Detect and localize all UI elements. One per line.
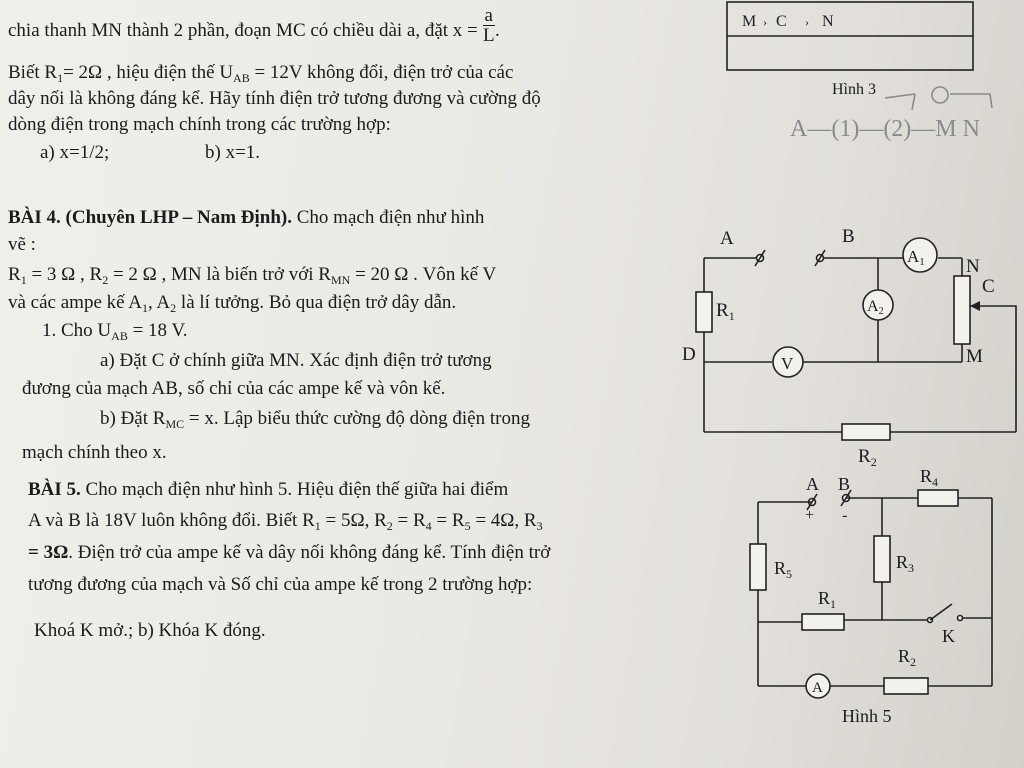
svg-text:R1: $R_1$ bbox=[818, 588, 837, 611]
svg-text:+: + bbox=[805, 507, 815, 524]
bai5-line-5: Khoá K mở.; b) Khóa K đóng. bbox=[34, 620, 266, 641]
svg-text:R3: $R_3$ bbox=[896, 552, 915, 575]
bai4-qb-1: b) Đặt $R_{MC} = x$. Lập biểu thức cường độ dòng điện trong bbox=[100, 408, 530, 431]
svg-text:R4: $R_4$ bbox=[920, 466, 939, 489]
svg-text:-: - bbox=[842, 507, 848, 524]
resistor-R3 bbox=[874, 536, 890, 582]
svg-text:N: N bbox=[966, 256, 980, 277]
svg-text:A: A bbox=[720, 228, 734, 249]
bai5-line-2: A và B là 18V luôn không đổi. Biết $R_1 = 5\Omega$, $R_2 = R_4 = R_5 = 4\Omega$, $R_3$ bbox=[28, 510, 543, 533]
prev-line-4: dòng điện trong mạch chính trong các trường hợp: bbox=[8, 114, 391, 135]
fig3-label-N: N bbox=[822, 13, 834, 30]
prev-line-1: chia thanh MN thành 2 phần, đoạn MC có chiều dài a, đặt x = $\frac{a}{L}$ . bbox=[8, 5, 500, 46]
svg-text:B: B bbox=[838, 474, 851, 494]
svg-text:›: › bbox=[763, 15, 767, 29]
svg-text:K: K bbox=[942, 626, 955, 646]
svg-text:V: V bbox=[781, 354, 794, 373]
bai4-qb-2: mạch chính theo x. bbox=[22, 442, 167, 463]
svg-text:R2: $R_2$ bbox=[898, 646, 917, 669]
bai4-qa-2: đương của mạch AB, số chỉ của các ampe kế và vôn kế. bbox=[22, 378, 446, 399]
svg-text:A2: A2 bbox=[867, 298, 884, 317]
bai4-given: $R_1 = 3$ Ω , $R_2 = 2$ Ω , MN là biến trở với $R_{MN} = 20$ Ω . Vôn kế V bbox=[8, 264, 497, 287]
prev-line-2: Biết $R_1= 2\Omega$ , hiệu điện thế $U_{AB} = 12V$ không đổi, điện trở của các bbox=[8, 62, 514, 85]
fig3-caption: Hình 3 bbox=[832, 81, 876, 98]
bai5-line-1: BÀI 5. Cho mạch điện như hình 5. Hiệu điện thế giữa hai điểm bbox=[28, 479, 509, 500]
fig3-label-C: C bbox=[776, 13, 787, 30]
bai4-line-2: vẽ : bbox=[8, 234, 36, 255]
bai4-line-1: BÀI 4. (Chuyên LHP – Nam Định). Cho mạch điện như hình bbox=[8, 207, 485, 228]
svg-text:R2: $R_2$ bbox=[858, 446, 877, 469]
resistor-R4 bbox=[918, 490, 958, 506]
svg-text:A: A bbox=[812, 680, 823, 696]
bai5-line-4: tương đương của mạch và Số chỉ của ampe kế trong 2 trường hợp: bbox=[28, 574, 533, 595]
svg-text:R1: $R_1$ bbox=[716, 300, 735, 323]
svg-text:D: D bbox=[682, 344, 696, 365]
fig5-caption: Hình 5 bbox=[842, 706, 892, 726]
svg-text:›: › bbox=[805, 15, 809, 29]
prev-line-3: dây nối là không đáng kể. Hãy tính điện trở tương đương và cường độ bbox=[8, 88, 541, 109]
svg-text:C: C bbox=[982, 276, 995, 297]
bai4-q1: 1. Cho $U_{AB} = 18$ V. bbox=[42, 320, 188, 343]
fig3-label-M: M bbox=[742, 13, 757, 30]
bai4-qa-1: a) Đặt C ở chính giữa MN. Xác định điện trở tương bbox=[100, 350, 492, 371]
bai4-line-4: và các ampe kế $A_1$, $A_2$ là lí tưởng. Bỏ qua điện trở dây dẫn. bbox=[8, 292, 457, 315]
svg-text:A: A bbox=[806, 474, 819, 494]
prev-case-a: a) x=1/2; bbox=[40, 142, 110, 163]
fraction-a-over-L: $\frac{a}{L}$ bbox=[482, 5, 495, 46]
svg-text:A1: A1 bbox=[907, 247, 925, 268]
svg-text:R5: $R_5$ bbox=[774, 558, 793, 581]
prev-case-b: b) x=1. bbox=[205, 142, 261, 163]
handwriting-text: A—(1)—(2)—M N bbox=[790, 116, 980, 142]
resistor-R5 bbox=[750, 544, 766, 590]
svg-text:M: M bbox=[966, 346, 983, 367]
svg-text:B: B bbox=[842, 226, 855, 247]
resistor-R2 bbox=[884, 678, 928, 694]
resistor-R1 bbox=[802, 614, 844, 630]
bai5-line-3: = 3Ω. Điện trở của ampe kế và dây nối không đáng kể. Tính điện trở bbox=[28, 542, 551, 563]
